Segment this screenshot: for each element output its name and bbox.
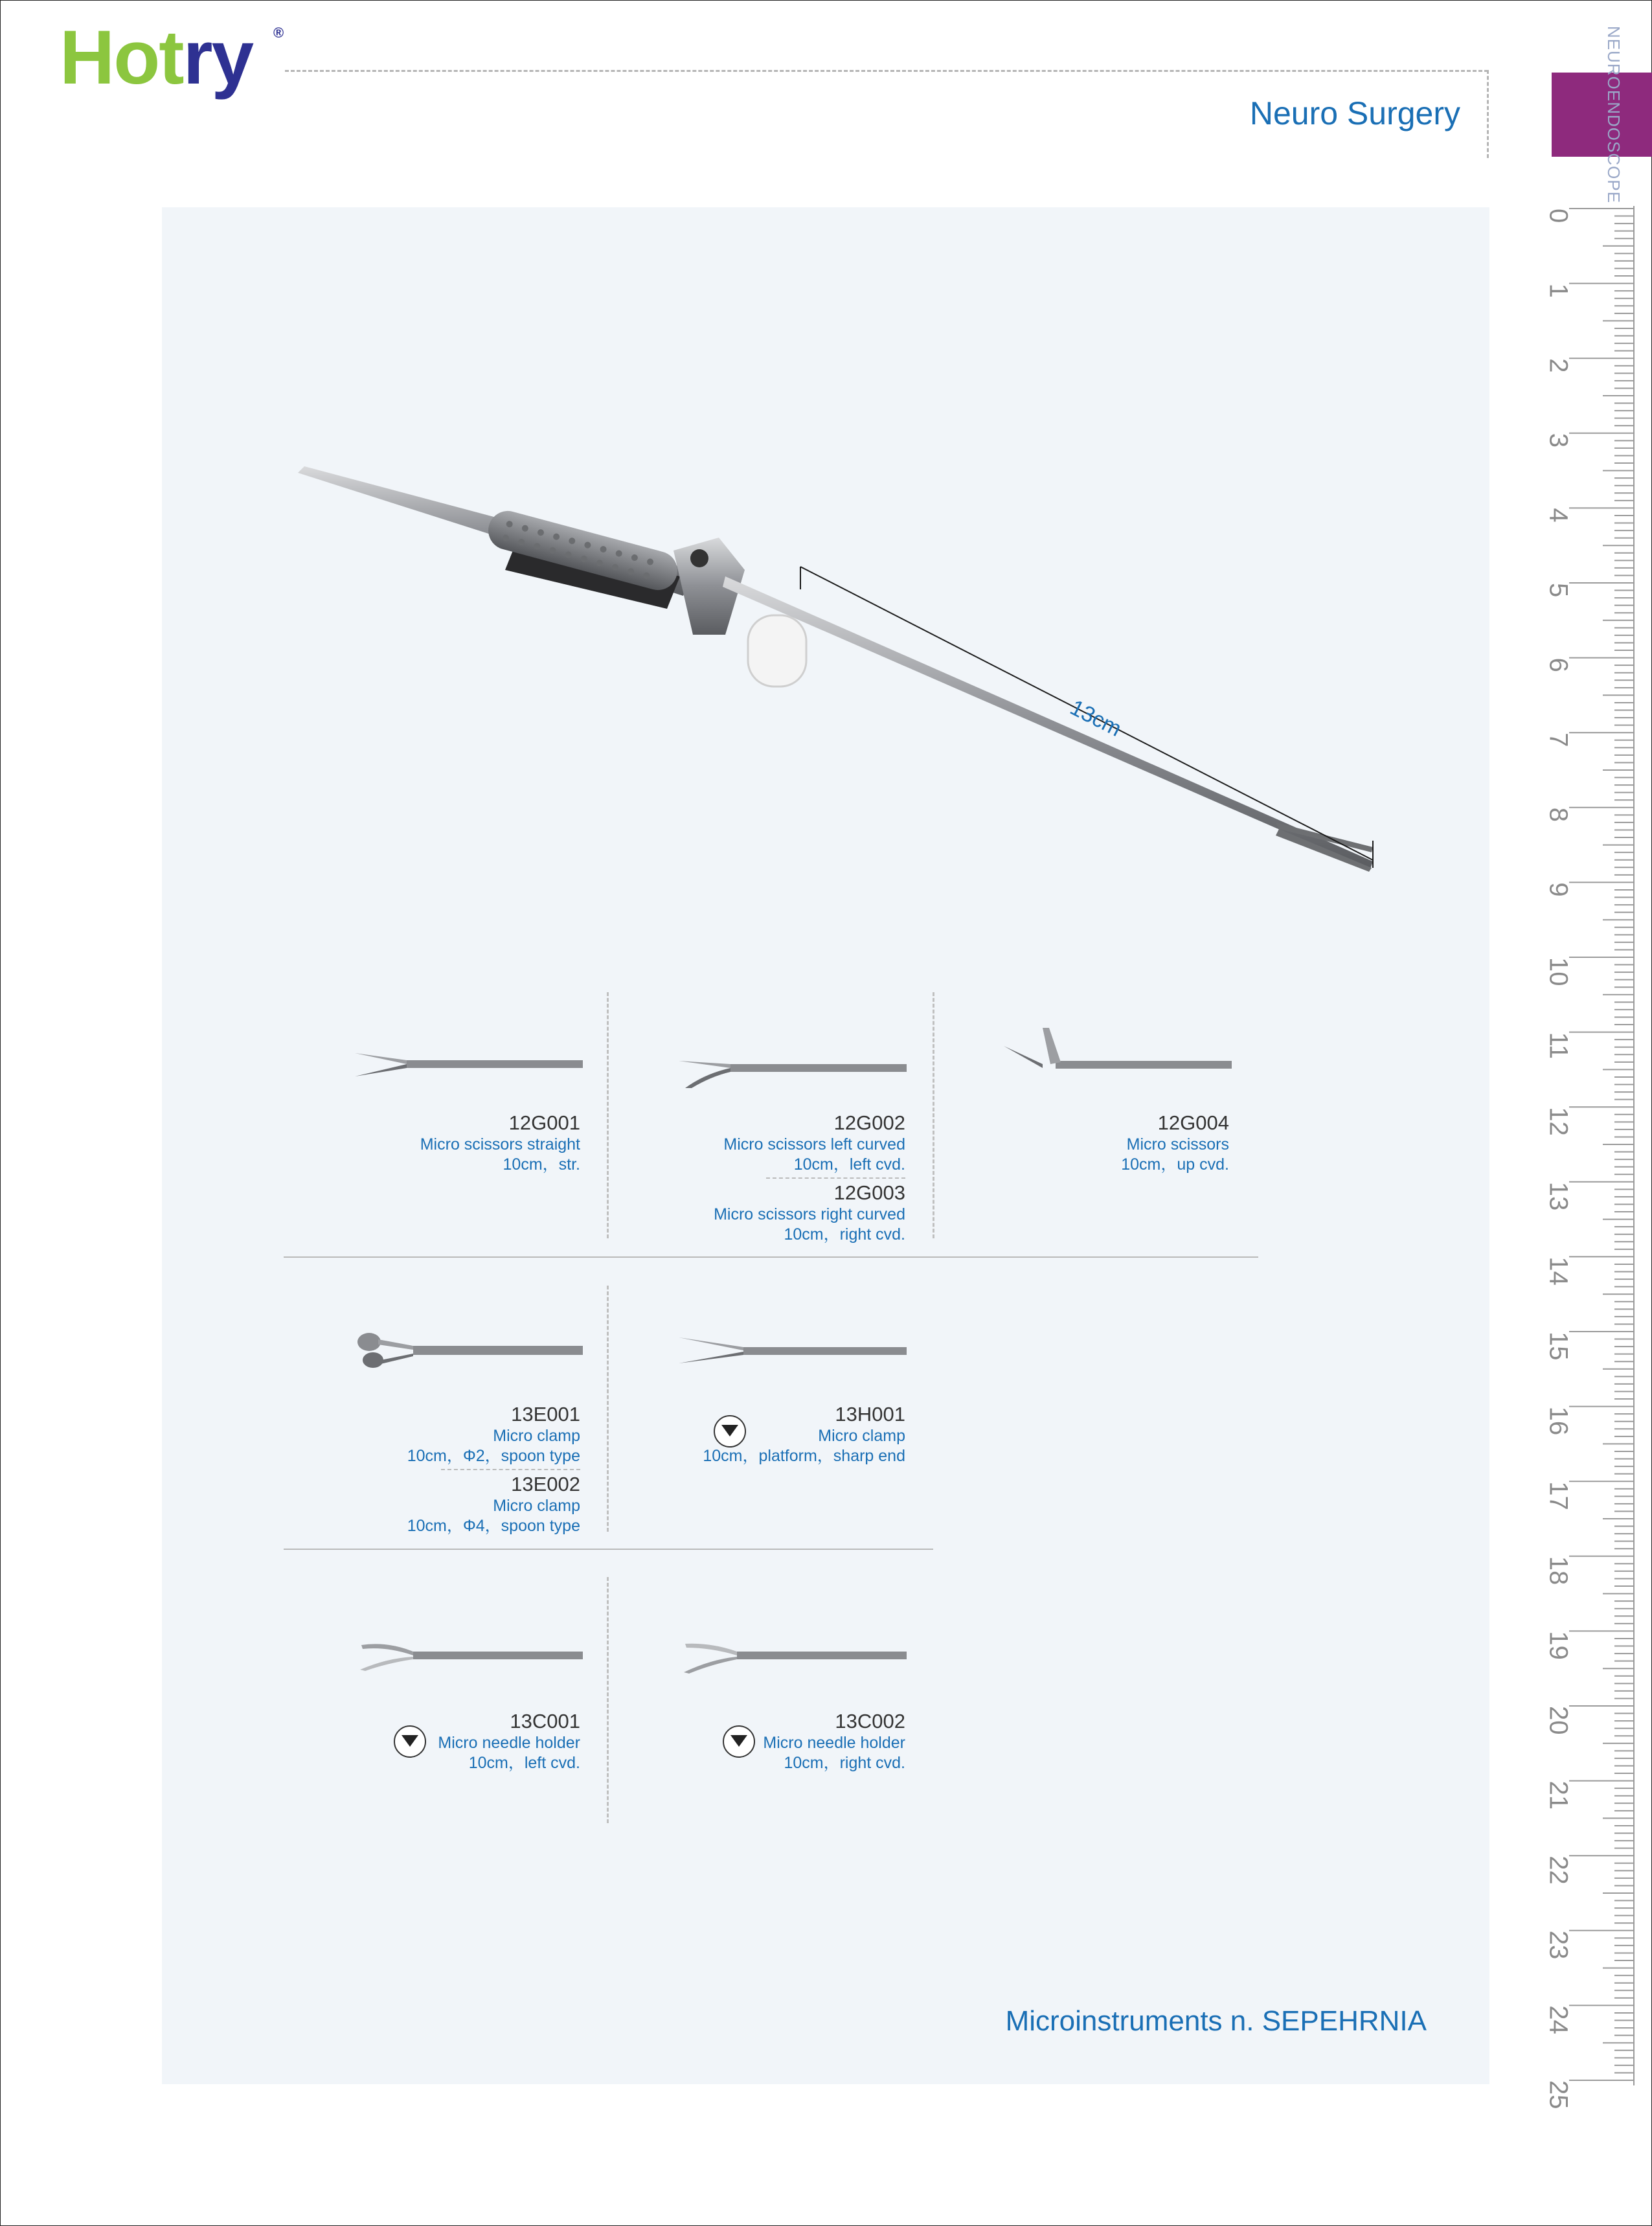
product-spec: 10cm，platform，sharp end bbox=[703, 1447, 905, 1465]
cm-ruler bbox=[1544, 194, 1652, 2111]
ruler-label: 22 bbox=[1544, 1856, 1573, 1885]
ruler-label: 21 bbox=[1544, 1780, 1573, 1810]
logo-part-1: Hot bbox=[60, 15, 183, 100]
ruler-label: 0 bbox=[1544, 209, 1573, 223]
ruler-label: 1 bbox=[1544, 283, 1573, 298]
product-name: Micro scissors bbox=[1126, 1135, 1229, 1153]
needle-holder-right-image bbox=[679, 1632, 907, 1677]
ruler-label: 4 bbox=[1544, 508, 1573, 523]
ruler-label: 10 bbox=[1544, 957, 1573, 986]
ruler-label: 19 bbox=[1544, 1631, 1573, 1660]
ruler-label: 14 bbox=[1544, 1256, 1573, 1286]
product-name: Micro clamp bbox=[493, 1427, 580, 1445]
row-divider-2 bbox=[284, 1549, 933, 1550]
column-divider-1 bbox=[607, 992, 609, 1238]
product-spec: 10cm，right cvd. bbox=[784, 1754, 905, 1772]
ruler-label: 7 bbox=[1544, 733, 1573, 747]
header-dashed-line bbox=[285, 70, 1488, 72]
logo-part-2: ry bbox=[183, 15, 253, 100]
product-spec: 10cm，left cvd. bbox=[468, 1754, 580, 1772]
product-spec: 10cm，left cvd. bbox=[793, 1155, 905, 1174]
diamond-icon bbox=[723, 1725, 755, 1758]
product-code: 13E002 bbox=[511, 1473, 580, 1495]
column-divider-2 bbox=[933, 992, 934, 1238]
ruler-label: 9 bbox=[1544, 882, 1573, 897]
hero-instrument bbox=[298, 466, 1373, 872]
product-spec: 10cm，str. bbox=[503, 1155, 580, 1174]
product-name: Micro scissors straight bbox=[420, 1135, 580, 1153]
ruler-label: 15 bbox=[1544, 1332, 1573, 1361]
product-name: Micro clamp bbox=[818, 1427, 905, 1445]
side-tab bbox=[1552, 73, 1652, 157]
product-12G001 bbox=[420, 1111, 580, 1175]
ruler-label: 3 bbox=[1544, 433, 1573, 448]
ruler-label: 8 bbox=[1544, 807, 1573, 823]
ruler-label: 16 bbox=[1544, 1406, 1573, 1436]
hero-instrument-image bbox=[278, 440, 1425, 946]
product-name: Micro needle holder bbox=[763, 1734, 905, 1752]
product-13C001 bbox=[438, 1710, 580, 1773]
ruler-label: 23 bbox=[1544, 1930, 1573, 1960]
header-dashed-corner bbox=[1487, 70, 1489, 158]
product-12G002-12G003 bbox=[714, 1111, 905, 1245]
diamond-icon bbox=[394, 1725, 426, 1758]
product-name: Micro clamp bbox=[493, 1497, 580, 1515]
ruler-label: 12 bbox=[1544, 1107, 1573, 1136]
product-code: 12G002 bbox=[833, 1111, 905, 1134]
ruler-label: 11 bbox=[1544, 1032, 1573, 1060]
product-code: 12G001 bbox=[508, 1111, 580, 1134]
ruler-label: 24 bbox=[1544, 2005, 1573, 2034]
ruler-label: 17 bbox=[1544, 1481, 1573, 1510]
ruler-label: 6 bbox=[1544, 657, 1573, 672]
product-name: Micro needle holder bbox=[438, 1734, 580, 1752]
ruler-label: 2 bbox=[1544, 358, 1573, 373]
product-code: 13H001 bbox=[835, 1403, 905, 1425]
column-divider-4 bbox=[607, 1577, 609, 1823]
scissors-straight-image bbox=[355, 1043, 583, 1082]
product-name: Micro scissors right curved bbox=[714, 1205, 905, 1223]
variant-divider bbox=[441, 1469, 580, 1470]
hotry-logo bbox=[60, 15, 283, 100]
product-spec: 10cm，Φ4，spoon type bbox=[407, 1517, 580, 1535]
footer-title: Microinstruments n. SEPEHRNIA bbox=[1005, 2005, 1427, 2037]
ruler-label: 13 bbox=[1544, 1181, 1573, 1211]
length-label: 13cm bbox=[1066, 695, 1126, 742]
product-spec: 10cm，right cvd. bbox=[784, 1225, 905, 1244]
needle-holder-left-image bbox=[355, 1632, 583, 1677]
ruler-label: 25 bbox=[1544, 2080, 1573, 2109]
row-divider-1 bbox=[284, 1256, 1258, 1258]
ruler-label: 18 bbox=[1544, 1556, 1573, 1585]
product-code: 13C001 bbox=[510, 1710, 580, 1732]
side-tab-label: NEUROENDOSCOPE bbox=[1604, 26, 1624, 204]
product-code: 12G003 bbox=[833, 1181, 905, 1204]
product-13E001-13E002 bbox=[407, 1403, 580, 1536]
product-spec: 10cm，up cvd. bbox=[1121, 1155, 1229, 1174]
scissors-left-curved-image bbox=[679, 1048, 907, 1093]
variant-divider bbox=[766, 1177, 905, 1179]
product-code: 13C002 bbox=[835, 1710, 905, 1732]
product-code: 12G004 bbox=[1157, 1111, 1229, 1134]
section-title: Neuro Surgery bbox=[1249, 95, 1460, 131]
micro-clamp-platform-image bbox=[679, 1331, 907, 1370]
ruler-label: 20 bbox=[1544, 1706, 1573, 1735]
ruler-label: 5 bbox=[1544, 583, 1573, 598]
scissors-up-curved-image bbox=[1004, 1027, 1232, 1078]
product-spec: 10cm，Φ2，spoon type bbox=[407, 1447, 580, 1465]
micro-clamp-spoon-image bbox=[355, 1328, 583, 1373]
column-divider-3 bbox=[607, 1286, 609, 1532]
registered-mark: ® bbox=[273, 25, 283, 41]
product-13H001 bbox=[703, 1403, 905, 1466]
product-code: 13E001 bbox=[511, 1403, 580, 1425]
product-12G004 bbox=[1121, 1111, 1229, 1175]
product-13C002 bbox=[763, 1710, 905, 1773]
product-name: Micro scissors left curved bbox=[723, 1135, 905, 1153]
